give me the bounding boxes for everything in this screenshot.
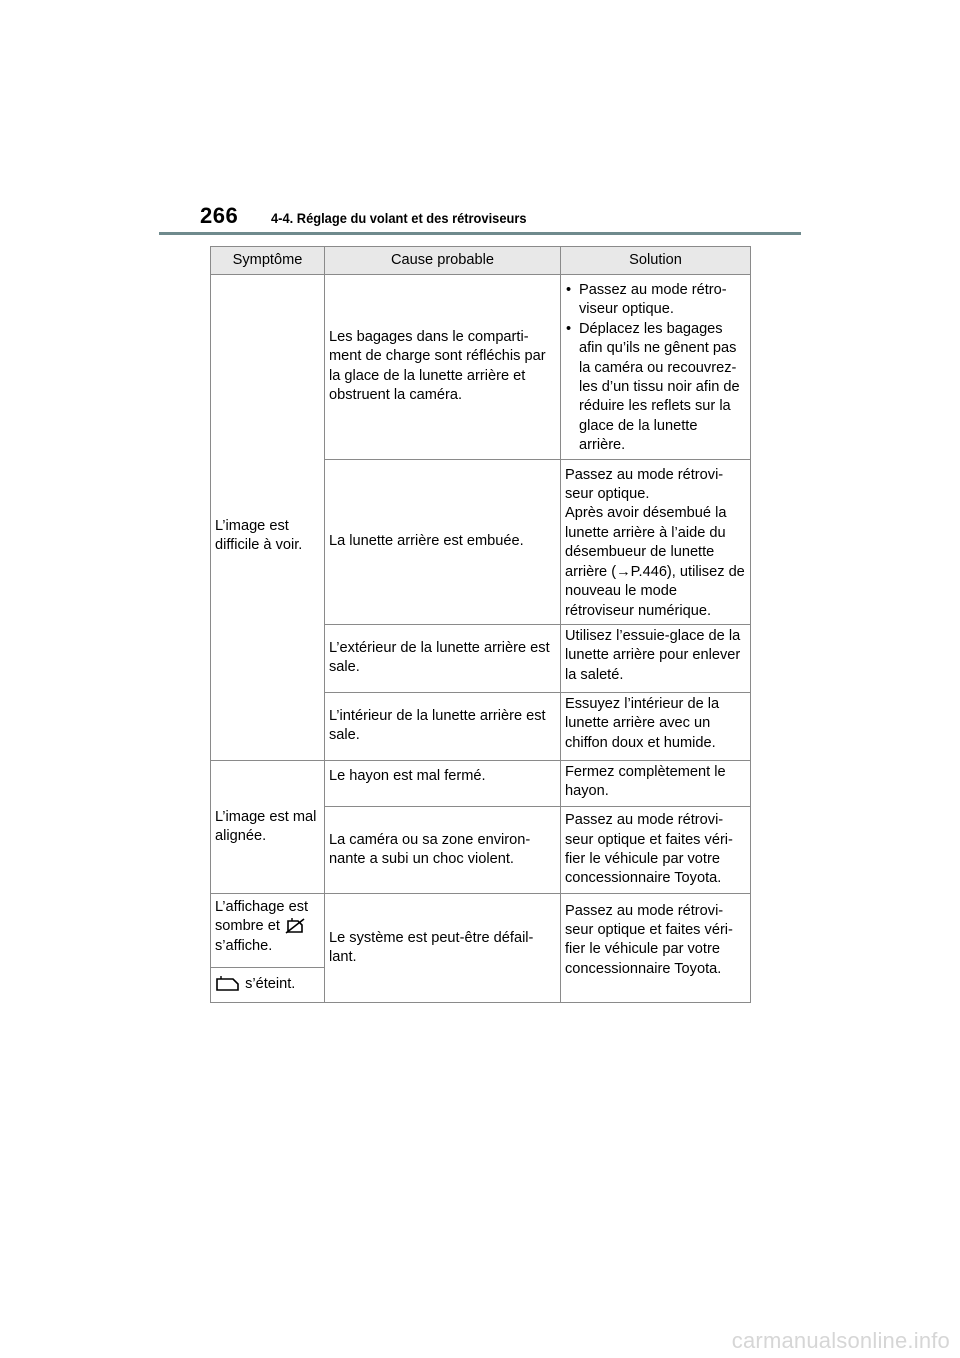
solution-cell [561,275,751,460]
cause-cell: Le hayon est mal fermé. [325,760,561,806]
cause-cell: L’extérieur de la lunette arrière est sale. [325,624,561,692]
solution-cell: Fermez complètement le hayon. [561,760,751,806]
solution-cell: Passez au mode rétrovi-seur optique et faites véri-fier le véhicule par votre concessionnaire Toyota. [561,893,751,1002]
watermark: carmanualsonline.info [731,1328,950,1353]
symptom-text: L’affichage est sombre et [215,898,309,935]
table-row [211,893,751,967]
camera-off-icon [284,917,306,935]
column-header-cause: Cause probable [325,247,561,275]
solution-cell: Essuyez l’intérieur de la lunette arrière avec un chiffon doux et humide. [561,692,751,760]
symptom-text: s’affiche. [215,937,273,954]
symptom-cell [211,893,325,967]
symptom-cell: L’image est difficile à voir. [211,275,325,761]
solution-line: Après avoir désembué la lunette arrière à l’aide du désembueur de lunette arrière (→P.446), utilisez de nouveau le mode rétroviseur numérique. [565,505,745,619]
symptom-cell [211,967,325,1002]
column-header-symptom: Symptôme [211,247,325,275]
section-title: 4-4. Réglage du volant et des rétroviseurs [271,210,527,226]
cause-cell: La caméra ou sa zone environ-nante a subi un choc violent. [325,806,561,893]
solution-cell [561,459,751,624]
table-header-row [211,247,751,275]
cause-cell: Le système est peut-être défail-lant. [325,893,561,1002]
solution-cell: Passez au mode rétrovi-seur optique et faites véri-fier le véhicule par votre concessionnaire Toyota. [561,806,751,893]
solution-bullet: • Déplacez les bagages afin qu’ils ne gênent pas la caméra ou recouvrez-les d’un tissu noir afin de réduire les reflets sur la glace de la lunette arrière. [565,320,747,456]
symptom-text: s’éteint. [245,976,296,993]
solution-bullet: • Passez au mode rétro-viseur optique. [565,281,747,320]
cause-cell: La lunette arrière est embuée. [325,459,561,624]
page-number: 266 [200,203,239,228]
symptom-cell: L’image est mal alignée. [211,760,325,893]
solution-line: Passez au mode rétrovi-seur optique. [565,466,724,503]
troubleshooting-table [210,246,751,1003]
cause-cell: Les bagages dans le comparti-ment de charge sont réfléchis par la glace de la lunette arrière et obstruent la caméra. [325,275,561,460]
solution-cell: Utilisez l’essuie-glace de la lunette arrière pour enlever la saleté. [561,624,751,692]
cause-cell: L’intérieur de la lunette arrière est sale. [325,692,561,760]
header-divider [159,232,801,235]
camera-icon [215,976,241,992]
column-header-solution: Solution [561,247,751,275]
table-row [211,275,751,460]
table-row [211,760,751,806]
